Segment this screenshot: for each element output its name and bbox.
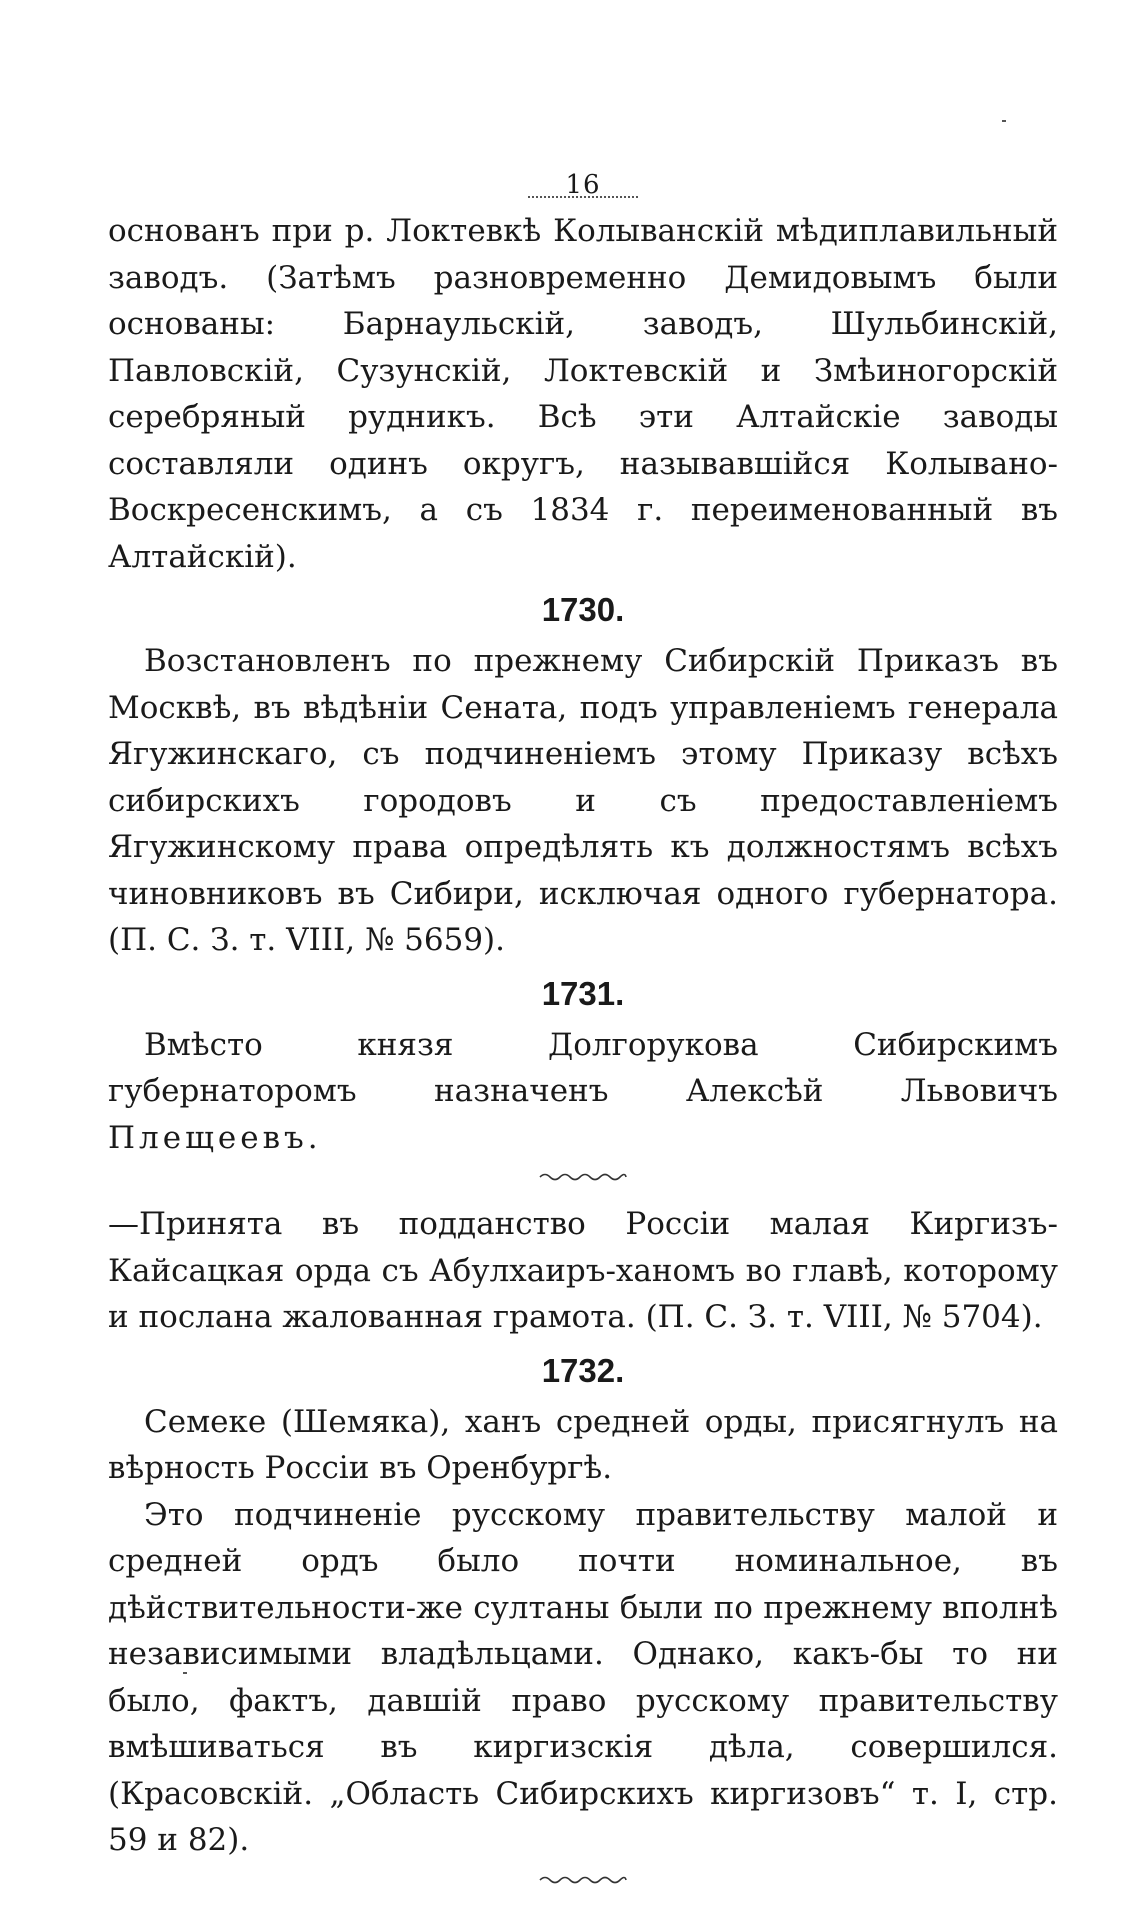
- page-body: [108, 170, 1058, 1904]
- year-heading-1732: 1732.: [541, 1351, 625, 1389]
- scan-speck: [1002, 120, 1006, 122]
- paragraph-1731-a-text: Вмѣсто князя Долгорукова Сибирскимъ губернаторомъ назначенъ Алексѣй Львовичъ: [108, 1026, 1058, 1109]
- scan-speck: [183, 1672, 187, 1674]
- paragraph-1732-a: Семеке (Шемяка), ханъ средней орды, присягнулъ на вѣрность Россіи въ Оренбургѣ.: [108, 1403, 1058, 1486]
- page-number-text: 16: [565, 170, 601, 200]
- wavy-separator: [538, 1171, 628, 1183]
- paragraph-1731-a: [108, 1022, 1058, 1162]
- year-heading-1730: 1730.: [541, 591, 625, 628]
- year-heading-1731: 1731.: [541, 974, 625, 1012]
- paragraph-1730: Возстановленъ по прежнему Сибирскій Приказъ въ Москвѣ, въ вѣдѣніи Сената, подъ управленіемъ генерала Ягужинскаго, съ подчиненіемъ этому Приказу всѣхъ сибирскихъ городовъ и съ предоставленіемъ Ягужинскому права опредѣлять къ должностямъ всѣхъ чиновниковъ въ Сибири, исключая одного губернатора. (П. С. З. т. VIII, № 5659).: [108, 643, 1058, 958]
- wavy-separator-end: [538, 1874, 628, 1886]
- paragraph-1732-b: Это подчиненіе русскому правительству малой и средней ордъ было почти номинальное, въ дѣйствительности-же султаны были по прежнему вполнѣ независимыми владѣльцами. Однако, какъ-бы то ни было, фактъ, давшій право русскому правительству вмѣшиваться въ киргизскія дѣла, совершился. (Красовскій. „Область Сибирскихъ киргизовъ“ т. I, стр. 59 и 82).: [108, 1496, 1058, 1858]
- name-pleshcheev: Плещеевъ.: [108, 1119, 322, 1156]
- paragraph-1731-b: —Принята въ подданство Россіи малая Киргизъ-Кайсацкая орда съ Абулхаиръ-ханомъ во главѣ, которому и послана жалованная грамота. (П. С. З. т. VIII, № 5704).: [108, 1206, 1058, 1335]
- paragraph-intro: основанъ при р. Локтевкѣ Колыванскій мѣдиплавильный заводъ. (Затѣмъ разновременно Демидовымъ были основаны: Барнаульскій, заводъ, Шульбинскій, Павловскій, Сузунскій, Локтевскій и Змѣиногорскій серебряный рудникъ. Всѣ эти Алтайскіе заводы составляли одинъ округъ, называвшійся Колывано-Воскресенскимъ, а съ 1834 г. переименованный въ Алтайскій).: [108, 213, 1058, 575]
- page-number: [108, 170, 1058, 198]
